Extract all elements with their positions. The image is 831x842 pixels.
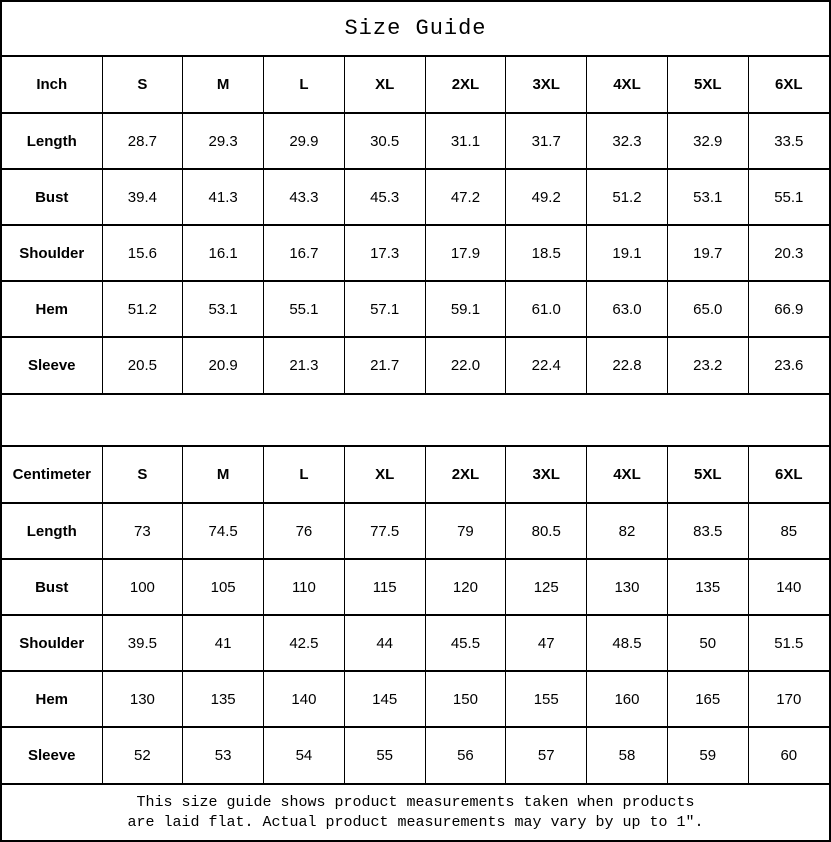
measurement-value-cell: 105 [183,559,264,615]
measurement-value-cell: 110 [264,559,345,615]
measurement-value-cell: 20.5 [102,337,183,393]
unit-header-cell: Centimeter [2,447,102,503]
size-column-header: 4XL [587,447,668,503]
centimeter-size-table [2,447,829,783]
measurement-row-label: Hem [2,671,102,727]
table-spacer [2,393,829,447]
measurement-value-cell: 54 [264,727,345,783]
measurement-value-cell: 125 [506,559,587,615]
measurement-value-cell: 73 [102,503,183,559]
measurement-value-cell: 47 [506,615,587,671]
measurement-value-cell: 53 [183,727,264,783]
table-row [2,281,829,337]
size-column-header: XL [344,447,425,503]
measurement-value-cell: 130 [587,559,668,615]
measurement-value-cell: 140 [264,671,345,727]
size-column-header: 6XL [748,57,829,113]
measurement-value-cell: 60 [748,727,829,783]
size-column-header: 5XL [667,57,748,113]
measurement-value-cell: 31.7 [506,113,587,169]
measurement-value-cell: 22.8 [587,337,668,393]
measurement-value-cell: 100 [102,559,183,615]
table-row [2,113,829,169]
table-row [2,225,829,281]
measurement-row-label: Sleeve [2,727,102,783]
measurement-value-cell: 150 [425,671,506,727]
unit-header-cell: Inch [2,57,102,113]
measurement-row-label: Length [2,503,102,559]
measurement-value-cell: 23.6 [748,337,829,393]
measurement-value-cell: 42.5 [264,615,345,671]
measurement-value-cell: 45.3 [344,169,425,225]
measurement-value-cell: 39.5 [102,615,183,671]
centimeter-table-header-row [2,447,829,503]
measurement-value-cell: 19.1 [587,225,668,281]
measurement-value-cell: 41.3 [183,169,264,225]
measurement-value-cell: 145 [344,671,425,727]
size-column-header: 4XL [587,57,668,113]
measurement-row-label: Bust [2,559,102,615]
measurement-value-cell: 51.2 [102,281,183,337]
measurement-value-cell: 21.3 [264,337,345,393]
measurement-value-cell: 140 [748,559,829,615]
measurement-row-label: Shoulder [2,615,102,671]
measurement-value-cell: 59.1 [425,281,506,337]
measurement-value-cell: 83.5 [667,503,748,559]
measurement-value-cell: 120 [425,559,506,615]
measurement-value-cell: 55.1 [748,169,829,225]
measurement-value-cell: 17.9 [425,225,506,281]
table-row [2,503,829,559]
measurement-value-cell: 77.5 [344,503,425,559]
measurement-value-cell: 85 [748,503,829,559]
measurement-row-label: Sleeve [2,337,102,393]
size-column-header: S [102,447,183,503]
measurement-value-cell: 33.5 [748,113,829,169]
measurement-row-label: Bust [2,169,102,225]
size-column-header: L [264,447,345,503]
size-column-header: L [264,57,345,113]
measurement-value-cell: 41 [183,615,264,671]
measurement-value-cell: 79 [425,503,506,559]
measurement-value-cell: 45.5 [425,615,506,671]
measurement-value-cell: 61.0 [506,281,587,337]
table-row [2,169,829,225]
size-column-header: M [183,447,264,503]
table-row [2,615,829,671]
measurement-value-cell: 155 [506,671,587,727]
measurement-value-cell: 32.9 [667,113,748,169]
measurement-value-cell: 16.7 [264,225,345,281]
size-column-header: 6XL [748,447,829,503]
measurement-value-cell: 29.9 [264,113,345,169]
measurement-value-cell: 65.0 [667,281,748,337]
measurement-value-cell: 22.4 [506,337,587,393]
measurement-value-cell: 39.4 [102,169,183,225]
size-column-header: M [183,57,264,113]
measurement-value-cell: 57.1 [344,281,425,337]
measurement-row-label: Shoulder [2,225,102,281]
size-column-header: 3XL [506,57,587,113]
size-guide-footnote [2,783,829,840]
measurement-value-cell: 130 [102,671,183,727]
measurement-value-cell: 74.5 [183,503,264,559]
measurement-value-cell: 80.5 [506,503,587,559]
measurement-value-cell: 20.9 [183,337,264,393]
measurement-value-cell: 23.2 [667,337,748,393]
measurement-value-cell: 66.9 [748,281,829,337]
size-column-header: 2XL [425,447,506,503]
measurement-value-cell: 135 [183,671,264,727]
measurement-value-cell: 58 [587,727,668,783]
measurement-value-cell: 18.5 [506,225,587,281]
measurement-value-cell: 82 [587,503,668,559]
measurement-value-cell: 135 [667,559,748,615]
measurement-value-cell: 55 [344,727,425,783]
table-row [2,727,829,783]
measurement-value-cell: 160 [587,671,668,727]
measurement-value-cell: 55.1 [264,281,345,337]
measurement-value-cell: 43.3 [264,169,345,225]
inch-size-table [2,57,829,393]
measurement-value-cell: 29.3 [183,113,264,169]
measurement-value-cell: 49.2 [506,169,587,225]
measurement-value-cell: 50 [667,615,748,671]
measurement-value-cell: 115 [344,559,425,615]
footnote-line-1: This size guide shows product measurements taken when products [136,793,695,811]
measurement-value-cell: 20.3 [748,225,829,281]
measurement-value-cell: 63.0 [587,281,668,337]
measurement-row-label: Hem [2,281,102,337]
measurement-value-cell: 21.7 [344,337,425,393]
size-column-header: 3XL [506,447,587,503]
measurement-value-cell: 51.5 [748,615,829,671]
measurement-value-cell: 28.7 [102,113,183,169]
footnote-line-2: are laid flat. Actual product measurements may vary by up to 1″. [127,813,704,831]
measurement-value-cell: 76 [264,503,345,559]
measurement-value-cell: 48.5 [587,615,668,671]
size-guide-title: Size Guide [2,2,829,57]
measurement-value-cell: 15.6 [102,225,183,281]
measurement-value-cell: 53.1 [183,281,264,337]
measurement-value-cell: 17.3 [344,225,425,281]
measurement-value-cell: 16.1 [183,225,264,281]
size-column-header: 2XL [425,57,506,113]
measurement-value-cell: 170 [748,671,829,727]
measurement-value-cell: 53.1 [667,169,748,225]
measurement-value-cell: 22.0 [425,337,506,393]
table-row [2,559,829,615]
measurement-value-cell: 19.7 [667,225,748,281]
table-row [2,671,829,727]
measurement-value-cell: 165 [667,671,748,727]
table-row [2,337,829,393]
measurement-value-cell: 56 [425,727,506,783]
inch-table-header-row [2,57,829,113]
size-column-header: XL [344,57,425,113]
size-column-header: 5XL [667,447,748,503]
measurement-value-cell: 44 [344,615,425,671]
measurement-value-cell: 51.2 [587,169,668,225]
measurement-value-cell: 31.1 [425,113,506,169]
measurement-row-label: Length [2,113,102,169]
measurement-value-cell: 59 [667,727,748,783]
measurement-value-cell: 52 [102,727,183,783]
measurement-value-cell: 47.2 [425,169,506,225]
measurement-value-cell: 57 [506,727,587,783]
measurement-value-cell: 32.3 [587,113,668,169]
size-column-header: S [102,57,183,113]
measurement-value-cell: 30.5 [344,113,425,169]
